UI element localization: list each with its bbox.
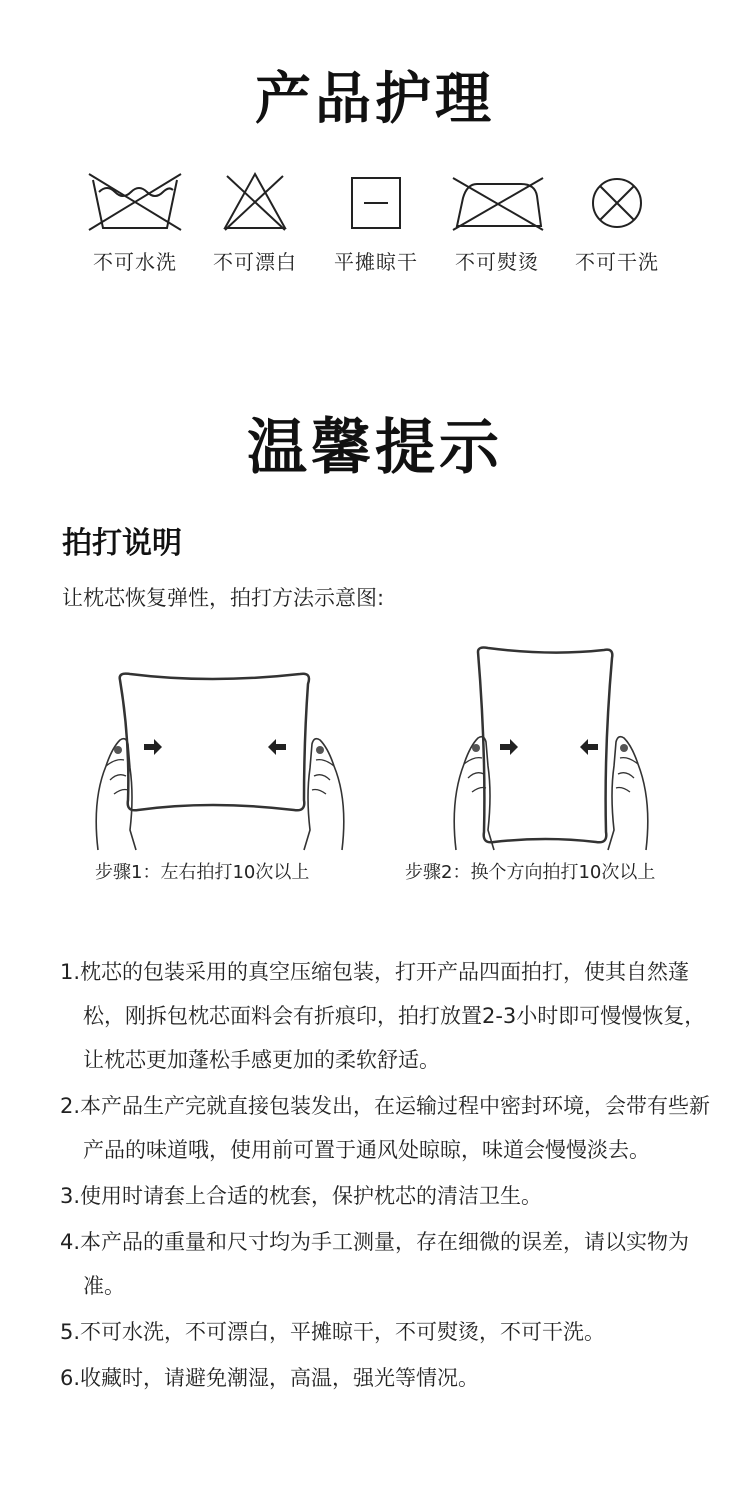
care-label: 不可干洗 <box>575 250 659 274</box>
arrow-right-icon <box>500 739 518 755</box>
note-item: 3.使用时请套上合适的枕套，保护枕芯的清洁卫生。 <box>60 1184 543 1208</box>
pillow-pat-vertical-image <box>450 640 710 855</box>
care-title: 产品护理 <box>255 67 495 132</box>
care-item-flat-dry <box>316 170 436 275</box>
note-item: 4.本产品的重量和尺寸均为手工测量，存在细微的误差，请以实物为准。 <box>60 1230 690 1298</box>
no-wash-icon <box>85 170 185 232</box>
note-item: 1.枕芯的包装采用的真空压缩包装，打开产品四面拍打，使其自然蓬松，刚拆包枕芯面料会有折痕印，拍打放置2-3小时即可慢慢恢复，让枕芯更加蓬松手感更加的柔软舒适。 <box>60 960 706 1072</box>
step-1-caption: 步骤1：左右拍打10次以上 <box>95 862 310 883</box>
care-item-no-bleach <box>195 170 315 275</box>
pillow-pat-sideways-image <box>90 640 350 855</box>
step-1-illustration <box>90 640 350 855</box>
care-item-no-wash <box>75 170 195 275</box>
care-label: 不可水洗 <box>93 250 177 274</box>
arrow-left-icon <box>268 739 286 755</box>
pat-description: 让枕芯恢复弹性，拍打方法示意图: <box>62 586 385 610</box>
note-item: 6.收藏时，请避免潮湿，高温，强光等情况。 <box>60 1366 480 1390</box>
notes-list <box>60 950 720 1402</box>
note-item: 5.不可水洗，不可漂白，平摊晾干，不可熨烫，不可干洗。 <box>60 1320 606 1344</box>
arrow-left-icon <box>580 739 598 755</box>
no-iron-icon <box>447 170 547 232</box>
care-label: 不可漂白 <box>213 250 297 274</box>
no-bleach-icon <box>205 170 305 232</box>
tips-title: 温馨提示 <box>247 413 503 483</box>
no-dry-clean-icon <box>567 170 667 232</box>
step-2-illustration <box>450 640 710 855</box>
note-item: 2.本产品生产完就直接包装发出，在运输过程中密封环境，会带有些新产品的味道哦，使用前可置于通风处晾晾，味道会慢慢淡去。 <box>60 1094 711 1162</box>
care-item-no-iron <box>437 170 557 275</box>
arrow-right-icon <box>144 739 162 755</box>
flat-dry-icon <box>326 170 426 232</box>
care-label: 平摊晾干 <box>334 250 418 274</box>
pat-heading: 拍打说明 <box>62 526 182 561</box>
care-label: 不可熨烫 <box>455 250 539 274</box>
care-item-no-dry-clean <box>557 170 677 275</box>
step-2-caption: 步骤2：换个方向拍打10次以上 <box>405 862 656 883</box>
